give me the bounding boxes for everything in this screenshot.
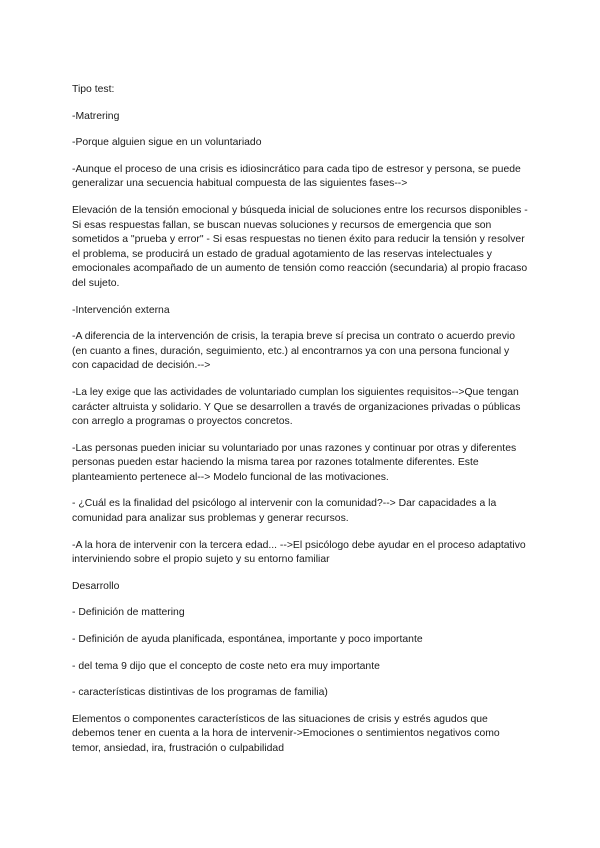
item-intervencion-externa: -Intervención externa xyxy=(72,304,170,316)
item-matrering: -Matrering xyxy=(72,110,120,122)
item-tercera-edad: -A la hora de intervenir con la tercera edad... -->El psicólogo debe ayudar en el proceso adaptativo interviniendo sobre el propio sujeto y su entorno familiar xyxy=(72,539,526,566)
document-body xyxy=(72,83,528,769)
heading-tipo-test: Tipo test: xyxy=(72,84,115,95)
item-terapia-breve: -A diferencia de la intervención de crisis, la terapia breve sí precisa un contrato o acuerdo previo (en cuanto a fines, duración, seguimiento, etc.) al encontrarnos ya con una persona funcional y con capacidad de decisión.--> xyxy=(72,331,515,372)
item-proceso-crisis: -Aunque el proceso de una crisis es idiosincrático para cada tipo de estresor y persona, se puede generalizar una secuencia habitual compuesta de las siguientes fases--> xyxy=(72,163,521,190)
item-motivaciones: -Las personas pueden iniciar su voluntariado por unas razones y continuar por otras y diferentes personas pueden estar haciendo la misma tarea por razones totalmente diferentes. Este planteamiento pertenece al--> Modelo funcional de las motivaciones. xyxy=(72,442,517,483)
item-fases-crisis: Elevación de la tensión emocional y búsqueda inicial de soluciones entre los recursos disponibles - Si esas respuestas fallan, se buscan nuevas soluciones y recursos de emergencia que son sometidos a "prueba y error" - Si esas respuestas no tienen éxito para reducir la tensión y resolver el problema, se producirá un estado de gradual agotamiento de las reservas intelectuales y emocionales acompañado de un aumento de tensión como reacción (secundaria) al propio fracaso del sujeto. xyxy=(72,204,528,289)
heading-desarrollo: Desarrollo xyxy=(72,580,120,592)
item-coste-neto: - del tema 9 dijo que el concepto de coste neto era muy importante xyxy=(72,660,380,672)
item-programas-familia: - características distintivas de los programas de familia) xyxy=(72,687,328,699)
item-elementos-crisis: Elementos o componentes característicos de las situaciones de crisis y estrés agudos que debemos tener en cuenta a la hora de intervenir->Emociones o sentimientos negativos como temor, ansiedad, ira, frustración o culpabilidad xyxy=(72,713,500,754)
item-finalidad-psicologo: - ¿Cuál es la finalidad del psicólogo al intervenir con la comunidad?--> Dar capacidades a la comunidad para analizar sus problemas y generar recursos. xyxy=(72,498,497,525)
item-ley-voluntariado: -La ley exige que las actividades de voluntariado cumplan los siguientes requisitos-->Que tengan carácter altruista y solidario. Y Que se desarrollen a través de organizaciones privadas o públicas con arreglo a programas o proyectos concretos. xyxy=(72,386,521,428)
item-ayuda-planificada: - Definición de ayuda planificada, espontánea, importante y poco importante xyxy=(72,634,423,646)
item-voluntariado: -Porque alguien sigue en un voluntariado xyxy=(72,137,262,149)
item-mattering: - Definición de mattering xyxy=(72,607,185,619)
